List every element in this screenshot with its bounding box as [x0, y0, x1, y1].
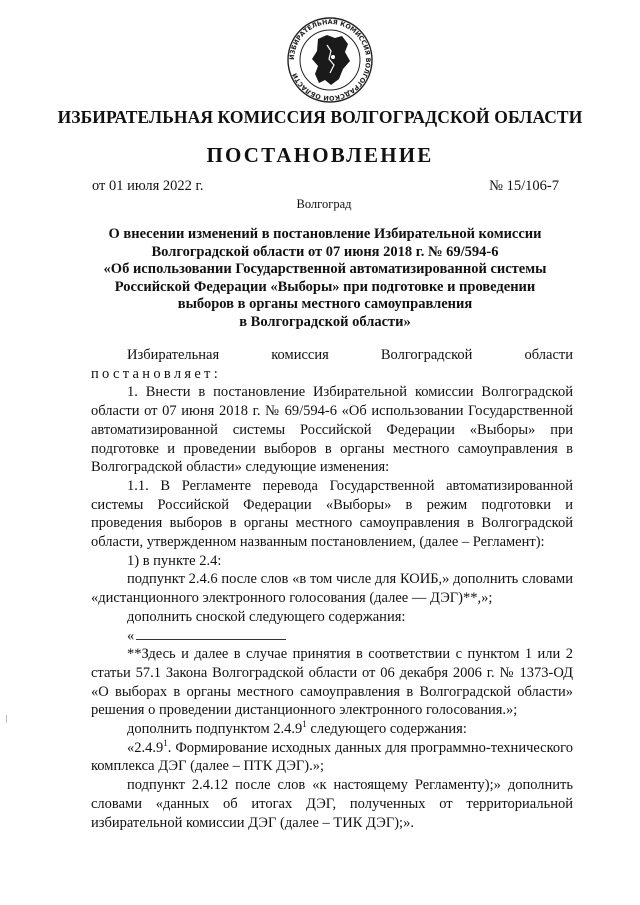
paragraph-1-1: 1.1. В Регламенте перевода Государственной автоматизированной системы Российской Федерации «Выборы» в режим подготовки и проведения выборов в органы местного самоуправления в Волгоградской области, утвержденном названным постановлением, (далее – Регламент):	[91, 477, 573, 551]
document-number: № 15/106-7	[489, 178, 559, 194]
title-line: О внесении изменений в постановление Избирательной комиссии	[108, 226, 542, 242]
title-line: Российской Федерации «Выборы» при подготовке и проведении	[114, 278, 536, 295]
title-line: «Об использовании Государственной автоматизированной системы	[103, 261, 547, 278]
decides-line: постановляет:	[91, 365, 222, 382]
organization-name: ИЗБИРАТЕЛЬНАЯ КОМИССИЯ ВОЛГОГРАДСКОЙ ОБЛАСТИ	[57, 107, 583, 127]
footnote-rule	[136, 627, 286, 640]
paragraph-subitem-2-4-12: подпункт 2.4.12 после слов «к настоящему Регламенту);» дополнить словами «данных об итогах ДЭГ, полученных от территориальной избирательной комиссии ДЭГ (далее – ТИК ДЭГ);».	[91, 777, 573, 831]
paragraph-1: 1. Внести в постановление Избирательной комиссии Волгоградской области от 07 июня 2018 г. № 69/594-6 «Об использовании Государственной автоматизированной системы Российской Федерации «Выборы» при подготовке и проведении выборов в органы местного самоуправления в Волгоградской области» следующие изменения:	[91, 384, 573, 476]
paragraph-2-4-9-1: «2.4.9$^1$. Формирование исходных данных для программно-технического комплекса ДЭГ (далее – ПТК ДЭГ).»;	[91, 737, 573, 775]
paragraph-1-1-item-1: 1) в пункте 2.4:	[127, 552, 222, 569]
document-city: Волгоград	[296, 197, 352, 211]
paragraph-add-2-4-9-1: дополнить подпунктом 2.4.9$^1$ следующего содержания:	[127, 719, 467, 738]
title-line: Волгоградской области от 07 июня 2018 г. № 69/594-6	[151, 243, 499, 260]
document-type-title: ПОСТАНОВЛЕНИЕ	[206, 143, 434, 167]
quote-open: «	[127, 627, 135, 644]
title-line: в Волгоградской области»	[239, 313, 411, 330]
region-map-silhouette	[312, 35, 350, 85]
seal-ring-text: ИЗБИРАТЕЛЬНАЯ КОМИССИЯ ВОЛГОГРАДСКОЙ ОБЛАСТИ	[287, 17, 373, 103]
resolution-body	[91, 346, 573, 832]
document-date: от 01 июля 2022 г.	[92, 178, 204, 194]
margin-scan-mark	[6, 715, 7, 723]
paragraph-footnote-add: дополнить сноской следующего содержания:	[127, 608, 406, 625]
commission-seal-emblem	[285, 17, 375, 103]
title-line: выборов в органы местного самоуправления	[177, 296, 473, 313]
footnote-text: **Здесь и далее в случае принятия в соответствии с пунктом 1 или 2 статьи 57.1 Закона Волгоградской области от 06 декабря 2006 г. № 1373-ОД «О выборах в органы местного самоуправления в Волгоградской области» решения о проведении дистанционного электронного голосования.»;	[91, 646, 573, 719]
paragraph-subitem-2-4-6: подпункт 2.4.6 после слов «в том числе для КОИБ,» дополнить словами «дистанционного электронного голосования (далее — ДЭГ)**,»;	[91, 571, 573, 607]
intro-line: Избирательная комиссия Волгоградской области	[127, 347, 573, 363]
resolution-title	[90, 226, 560, 332]
footnote-separator	[91, 627, 573, 646]
